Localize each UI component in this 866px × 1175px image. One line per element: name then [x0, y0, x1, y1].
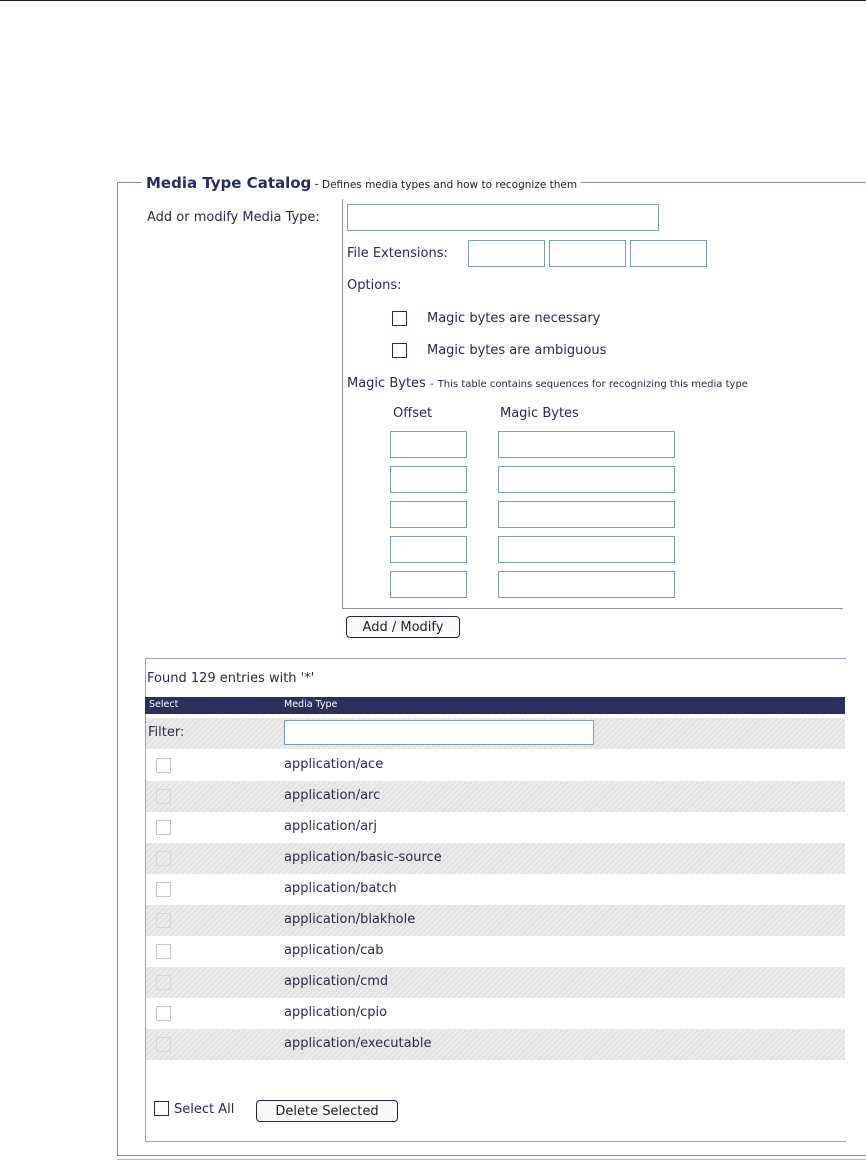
fieldset-legend [142, 174, 581, 192]
catalog-title: Media Type Catalog [146, 174, 312, 192]
magic-bytes-input-5[interactable] [498, 571, 675, 598]
row-select-checkbox[interactable] [156, 975, 171, 990]
magic-bytes-column-header: Magic Bytes [500, 406, 579, 421]
media-type-column-header: Media Type [284, 699, 338, 710]
media-type-cell: application/cpio [284, 1005, 388, 1020]
media-type-cell: application/ace [284, 757, 384, 772]
row-select-checkbox[interactable] [156, 758, 171, 773]
file-extension-input-2[interactable] [549, 240, 626, 267]
table-row [146, 874, 845, 905]
media-type-cell: application/arc [284, 788, 381, 803]
table-row [146, 750, 845, 781]
filter-row [146, 718, 845, 749]
row-select-checkbox[interactable] [156, 1037, 171, 1052]
offset-input-2[interactable] [390, 466, 467, 493]
add-modify-button[interactable]: Add / Modify [346, 616, 460, 638]
magic-bytes-input-1[interactable] [498, 431, 675, 458]
magic-bytes-input-3[interactable] [498, 501, 675, 528]
table-row [146, 1029, 845, 1060]
offset-input-3[interactable] [390, 501, 467, 528]
table-row [146, 998, 845, 1029]
offset-input-5[interactable] [390, 571, 467, 598]
offset-input-1[interactable] [390, 431, 467, 458]
offset-column-header: Offset [393, 406, 433, 421]
magic-bytes-heading [347, 376, 748, 391]
filter-input[interactable] [284, 720, 594, 745]
media-type-cell: application/basic-source [284, 850, 442, 865]
magic-necessary-checkbox[interactable] [392, 311, 407, 326]
select-column-header: Select [149, 699, 179, 710]
row-select-checkbox[interactable] [156, 1006, 171, 1021]
table-row [146, 967, 845, 998]
row-select-checkbox[interactable] [156, 913, 171, 928]
magic-ambiguous-label: Magic bytes are ambiguous [427, 343, 607, 358]
magic-ambiguous-checkbox[interactable] [392, 343, 407, 358]
media-type-cell: application/cmd [284, 974, 389, 989]
table-row [146, 843, 845, 874]
bottom-divider [117, 1159, 866, 1160]
magic-bytes-description: This table contains sequences for recognizing this media type [437, 379, 748, 390]
top-divider [0, 0, 866, 1]
media-type-cell: application/batch [284, 881, 397, 896]
legend-dash: - [314, 177, 319, 192]
table-row [146, 936, 845, 967]
row-select-checkbox[interactable] [156, 851, 171, 866]
found-entries-text: Found 129 entries with '*' [147, 671, 315, 686]
media-type-cell: application/executable [284, 1036, 432, 1051]
magic-bytes-dash: - [429, 379, 434, 390]
table-row [146, 781, 845, 812]
file-extensions-label: File Extensions: [347, 246, 448, 261]
options-label: Options: [347, 278, 402, 293]
media-type-cell: application/cab [284, 943, 384, 958]
file-extension-input-1[interactable] [468, 240, 545, 267]
delete-selected-button[interactable]: Delete Selected [256, 1100, 398, 1122]
offset-input-4[interactable] [390, 536, 467, 563]
magic-bytes-label: Magic Bytes [347, 376, 426, 391]
row-select-checkbox[interactable] [156, 820, 171, 835]
media-type-label: Add or modify Media Type: [147, 210, 320, 225]
magic-necessary-label: Magic bytes are necessary [427, 311, 601, 326]
file-extension-input-3[interactable] [630, 240, 707, 267]
magic-bytes-input-2[interactable] [498, 466, 675, 493]
results-table-header [145, 697, 845, 714]
media-type-cell: application/arj [284, 819, 378, 834]
magic-bytes-input-4[interactable] [498, 536, 675, 563]
table-row [146, 812, 845, 843]
media-type-cell: application/blakhole [284, 912, 416, 927]
table-row [146, 905, 845, 936]
filter-label: Filter: [148, 725, 185, 740]
row-select-checkbox[interactable] [156, 789, 171, 804]
media-type-input[interactable] [347, 204, 659, 231]
select-all-label: Select All [174, 1102, 235, 1117]
row-select-checkbox[interactable] [156, 944, 171, 959]
row-select-checkbox[interactable] [156, 882, 171, 897]
select-all-checkbox[interactable] [154, 1101, 169, 1116]
catalog-subtitle: Defines media types and how to recognize them [322, 179, 578, 191]
